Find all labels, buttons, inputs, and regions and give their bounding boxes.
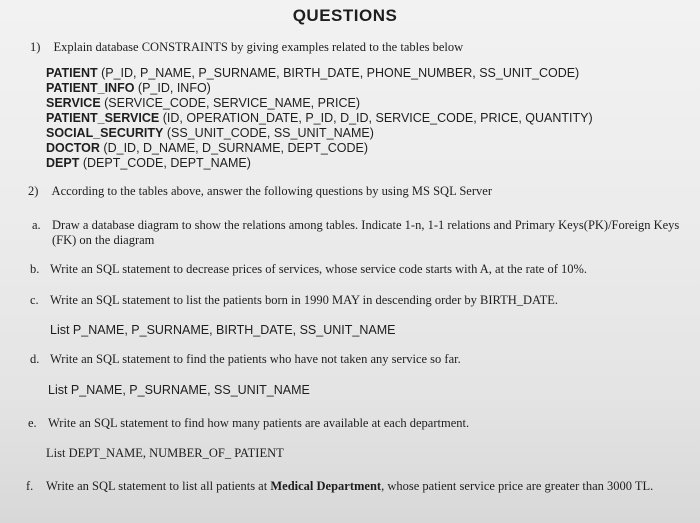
subquestion-d-list: List P_NAME, P_SURNAME, SS_UNIT_NAME — [48, 383, 310, 397]
table-fields: (D_ID, D_NAME, D_SURNAME, DEPT_CODE) — [103, 141, 369, 155]
subquestion-marker: f. — [26, 479, 34, 493]
subquestion-c — [30, 293, 558, 308]
table-fields: (DEPT_CODE, DEPT_NAME) — [82, 156, 251, 170]
subquestion-e-list: List DEPT_NAME, NUMBER_OF_ PATIENT — [46, 446, 284, 460]
subquestion-f — [26, 479, 653, 494]
subquestion-text: , whose patient service price are greater than 3000 TL. — [381, 479, 654, 493]
subquestion-text: Write an SQL statement to find how many patients are available at each department. — [48, 416, 470, 430]
table-item-patient — [46, 66, 579, 80]
table-fields: (SS_UNIT_CODE, SS_UNIT_NAME) — [166, 126, 374, 140]
table-name: DOCTOR — [46, 141, 100, 155]
subquestion-marker: d. — [30, 352, 40, 366]
table-fields: (P_ID, INFO) — [137, 81, 211, 95]
subquestion-a-continuation — [52, 233, 154, 248]
question-1 — [30, 40, 463, 55]
subquestion-text: (FK) on the diagram — [52, 233, 155, 247]
subquestion-a — [32, 218, 679, 233]
subquestion-e — [28, 416, 469, 431]
page-title: QUESTIONS — [292, 6, 398, 25]
subquestion-marker: a. — [32, 218, 41, 232]
subquestion-text: Write an SQL statement to find the patients who have not taken any service so far. — [50, 352, 461, 366]
table-item-social-security — [46, 126, 374, 140]
table-fields: (ID, OPERATION_DATE, P_ID, D_ID, SERVICE_CODE, PRICE, QUANTITY) — [162, 111, 593, 125]
table-item-service — [46, 96, 360, 110]
subquestion-d — [30, 352, 461, 367]
subquestion-marker: c. — [30, 293, 39, 307]
question-2 — [28, 184, 492, 199]
table-name: PATIENT — [46, 66, 98, 80]
subquestion-marker: e. — [28, 416, 37, 430]
subquestion-text: Write an SQL statement to list all patients at — [46, 479, 268, 493]
question-2-number: 2) — [28, 184, 39, 198]
subquestion-marker: b. — [30, 262, 40, 276]
table-item-dept — [46, 156, 251, 170]
table-fields: (P_ID, P_NAME, P_SURNAME, BIRTH_DATE, PHONE_NUMBER, SS_UNIT_CODE) — [101, 66, 580, 80]
subquestion-bold-text: Medical Department — [270, 479, 382, 493]
table-item-patient-info — [46, 81, 211, 95]
table-name: SERVICE — [46, 96, 101, 110]
subquestion-b — [30, 262, 587, 277]
question-2-text: According to the tables above, answer the following questions by using MS SQL Server — [51, 184, 492, 198]
subquestion-text: Draw a database diagram to show the relations among tables. Indicate 1-n, 1-1 relations and Primary Keys(PK)/Foreign Keys — [52, 218, 680, 232]
table-item-doctor — [46, 141, 368, 155]
question-1-number: 1) — [30, 40, 41, 54]
table-name: PATIENT_INFO — [46, 81, 135, 95]
subquestion-text: Write an SQL statement to list the patients born in 1990 MAY in descending order by BIRTH_DATE. — [50, 293, 559, 307]
table-name: SOCIAL_SECURITY — [46, 126, 164, 140]
table-name: PATIENT_SERVICE — [46, 111, 160, 125]
question-1-text: Explain database CONSTRAINTS by giving examples related to the tables below — [53, 40, 464, 54]
table-name: DEPT — [46, 156, 80, 170]
table-fields: (SERVICE_CODE, SERVICE_NAME, PRICE) — [104, 96, 360, 110]
table-item-patient-service — [46, 111, 593, 125]
subquestion-text: Write an SQL statement to decrease prices of services, whose service code starts with A, at the rate of 10%. — [50, 262, 588, 276]
subquestion-c-list: List P_NAME, P_SURNAME, BIRTH_DATE, SS_UNIT_NAME — [50, 323, 396, 337]
